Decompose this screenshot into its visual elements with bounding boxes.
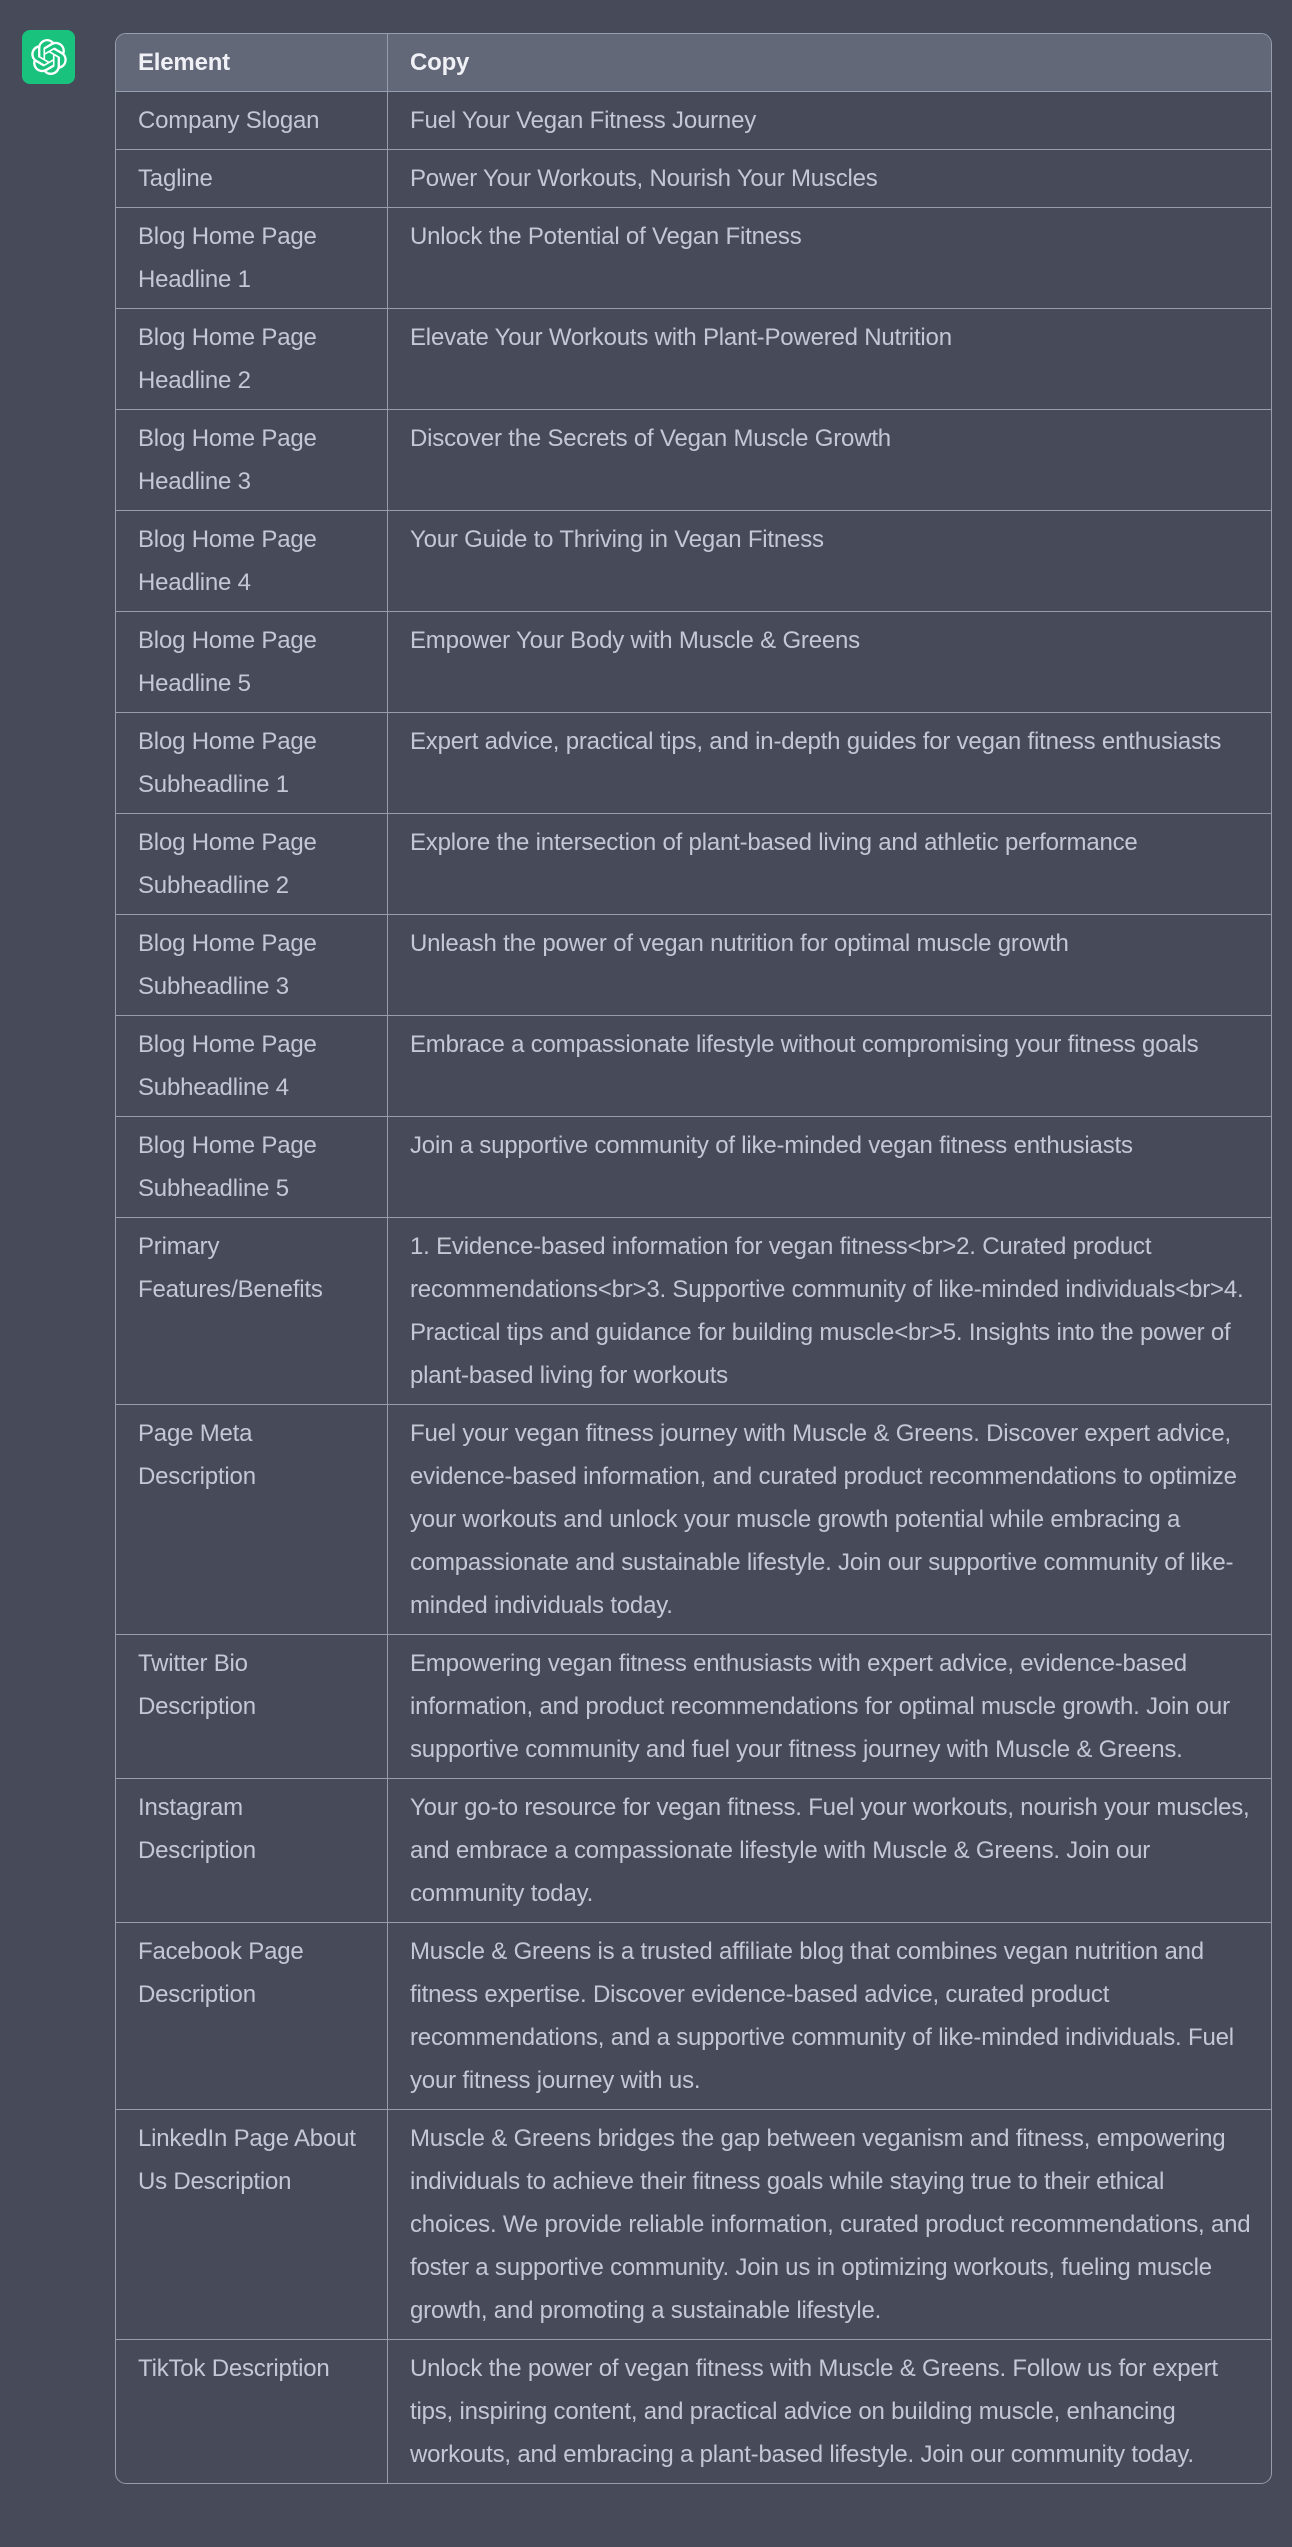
copy-table [115, 33, 1272, 2484]
element-cell: Facebook Page Description [116, 1923, 388, 2109]
column-header-element: Element [116, 34, 388, 91]
table-row [116, 308, 1271, 409]
element-cell: Blog Home Page Subheadline 3 [116, 915, 388, 1015]
copy-cell: Empowering vegan fitness enthusiasts with expert advice, evidence-based information, and product recommendations for optimal muscle growth. Join our supportive community and fuel your fitness journey with Muscle & Greens. [410, 1650, 1230, 1763]
copy-cell: Fuel your vegan fitness journey with Muscle & Greens. Discover expert advice, evidence-based information, and curated product recommendations to optimize your workouts and unlock your muscle growth potential while embracing a compassionate and sustainable lifestyle. Join our supportive community of like-minded individuals today. [410, 1420, 1237, 1619]
copy-cell: Power Your Workouts, Nourish Your Muscles [410, 165, 878, 192]
element-cell: Blog Home Page Subheadline 5 [116, 1117, 388, 1217]
element-cell: Primary Features/Benefits [116, 1218, 388, 1404]
copy-cell: Muscle & Greens bridges the gap between veganism and fitness, empowering individuals to achieve their fitness goals while staying true to their ethical choices. We provide reliable information, curated product recommendations, and foster a supportive community. Join us in optimizing workouts, fueling muscle growth, and promoting a sustainable lifestyle. [410, 2125, 1251, 2324]
copy-table-body [116, 91, 1271, 2483]
copy-cell: Explore the intersection of plant-based living and athletic performance [410, 829, 1138, 856]
copy-cell: Empower Your Body with Muscle & Greens [410, 627, 860, 654]
table-row [116, 1217, 1271, 1404]
table-header-row [116, 34, 1271, 91]
element-cell: Blog Home Page Subheadline 1 [116, 713, 388, 813]
copy-cell: Unleash the power of vegan nutrition for optimal muscle growth [410, 930, 1069, 957]
element-cell: Blog Home Page Headline 1 [116, 208, 388, 308]
table-row [116, 1404, 1271, 1634]
table-row [116, 712, 1271, 813]
element-cell: Instagram Description [116, 1779, 388, 1922]
table-row [116, 611, 1271, 712]
table-row [116, 510, 1271, 611]
element-cell: Blog Home Page Headline 2 [116, 309, 388, 409]
table-row [116, 409, 1271, 510]
element-cell: Blog Home Page Headline 4 [116, 511, 388, 611]
copy-cell: Unlock the Potential of Vegan Fitness [410, 223, 802, 250]
table-row [116, 813, 1271, 914]
element-cell: Twitter Bio Description [116, 1635, 388, 1778]
element-cell: Blog Home Page Subheadline 4 [116, 1016, 388, 1116]
element-cell: TikTok Description [116, 2340, 388, 2483]
element-cell: Company Slogan [116, 92, 388, 149]
table-row [116, 1922, 1271, 2109]
element-cell: Page Meta Description [116, 1405, 388, 1634]
table-row [116, 207, 1271, 308]
copy-cell: Unlock the power of vegan fitness with Muscle & Greens. Follow us for expert tips, inspiring content, and practical advice on building muscle, enhancing workouts, and embracing a plant-based lifestyle. Join our community today. [410, 2355, 1218, 2468]
copy-cell: Your go-to resource for vegan fitness. Fuel your workouts, nourish your muscles, and embrace a compassionate lifestyle with Muscle & Greens. Join our community today. [410, 1794, 1250, 1907]
element-cell: Blog Home Page Headline 3 [116, 410, 388, 510]
copy-cell: Your Guide to Thriving in Vegan Fitness [410, 526, 824, 553]
table-row [116, 2339, 1271, 2483]
copy-cell: Join a supportive community of like-minded vegan fitness enthusiasts [410, 1132, 1133, 1159]
table-row [116, 2109, 1271, 2339]
table-row [116, 1778, 1271, 1922]
assistant-avatar [22, 30, 75, 84]
copy-cell: Muscle & Greens is a trusted affiliate blog that combines vegan nutrition and fitness expertise. Discover evidence-based advice, curated product recommendations, and a supportive community of like-minded individuals. Fuel your fitness journey with us. [410, 1938, 1234, 2094]
copy-cell: Embrace a compassionate lifestyle without compromising your fitness goals [410, 1031, 1199, 1058]
table-row [116, 91, 1271, 149]
table-row [116, 149, 1271, 207]
element-cell: Blog Home Page Subheadline 2 [116, 814, 388, 914]
element-cell: LinkedIn Page About Us Description [116, 2110, 388, 2339]
copy-cell: Expert advice, practical tips, and in-depth guides for vegan fitness enthusiasts [410, 728, 1222, 755]
element-cell: Tagline [116, 150, 388, 207]
table-row [116, 1634, 1271, 1778]
openai-logo-icon [31, 39, 67, 75]
table-row [116, 1116, 1271, 1217]
copy-cell: Fuel Your Vegan Fitness Journey [410, 107, 757, 134]
table-row [116, 1015, 1271, 1116]
copy-cell: Discover the Secrets of Vegan Muscle Growth [410, 425, 891, 452]
copy-cell: 1. Evidence-based information for vegan fitness<br>2. Curated product recommendations<br>3. Supportive community of like-minded individuals<br>4. Practical tips and guidance for building muscle<br>5. Insights into the power of plant-based living for workouts [410, 1233, 1244, 1389]
column-header-copy: Copy [388, 34, 1271, 91]
table-row [116, 914, 1271, 1015]
element-cell: Blog Home Page Headline 5 [116, 612, 388, 712]
copy-cell: Elevate Your Workouts with Plant-Powered Nutrition [410, 324, 952, 351]
